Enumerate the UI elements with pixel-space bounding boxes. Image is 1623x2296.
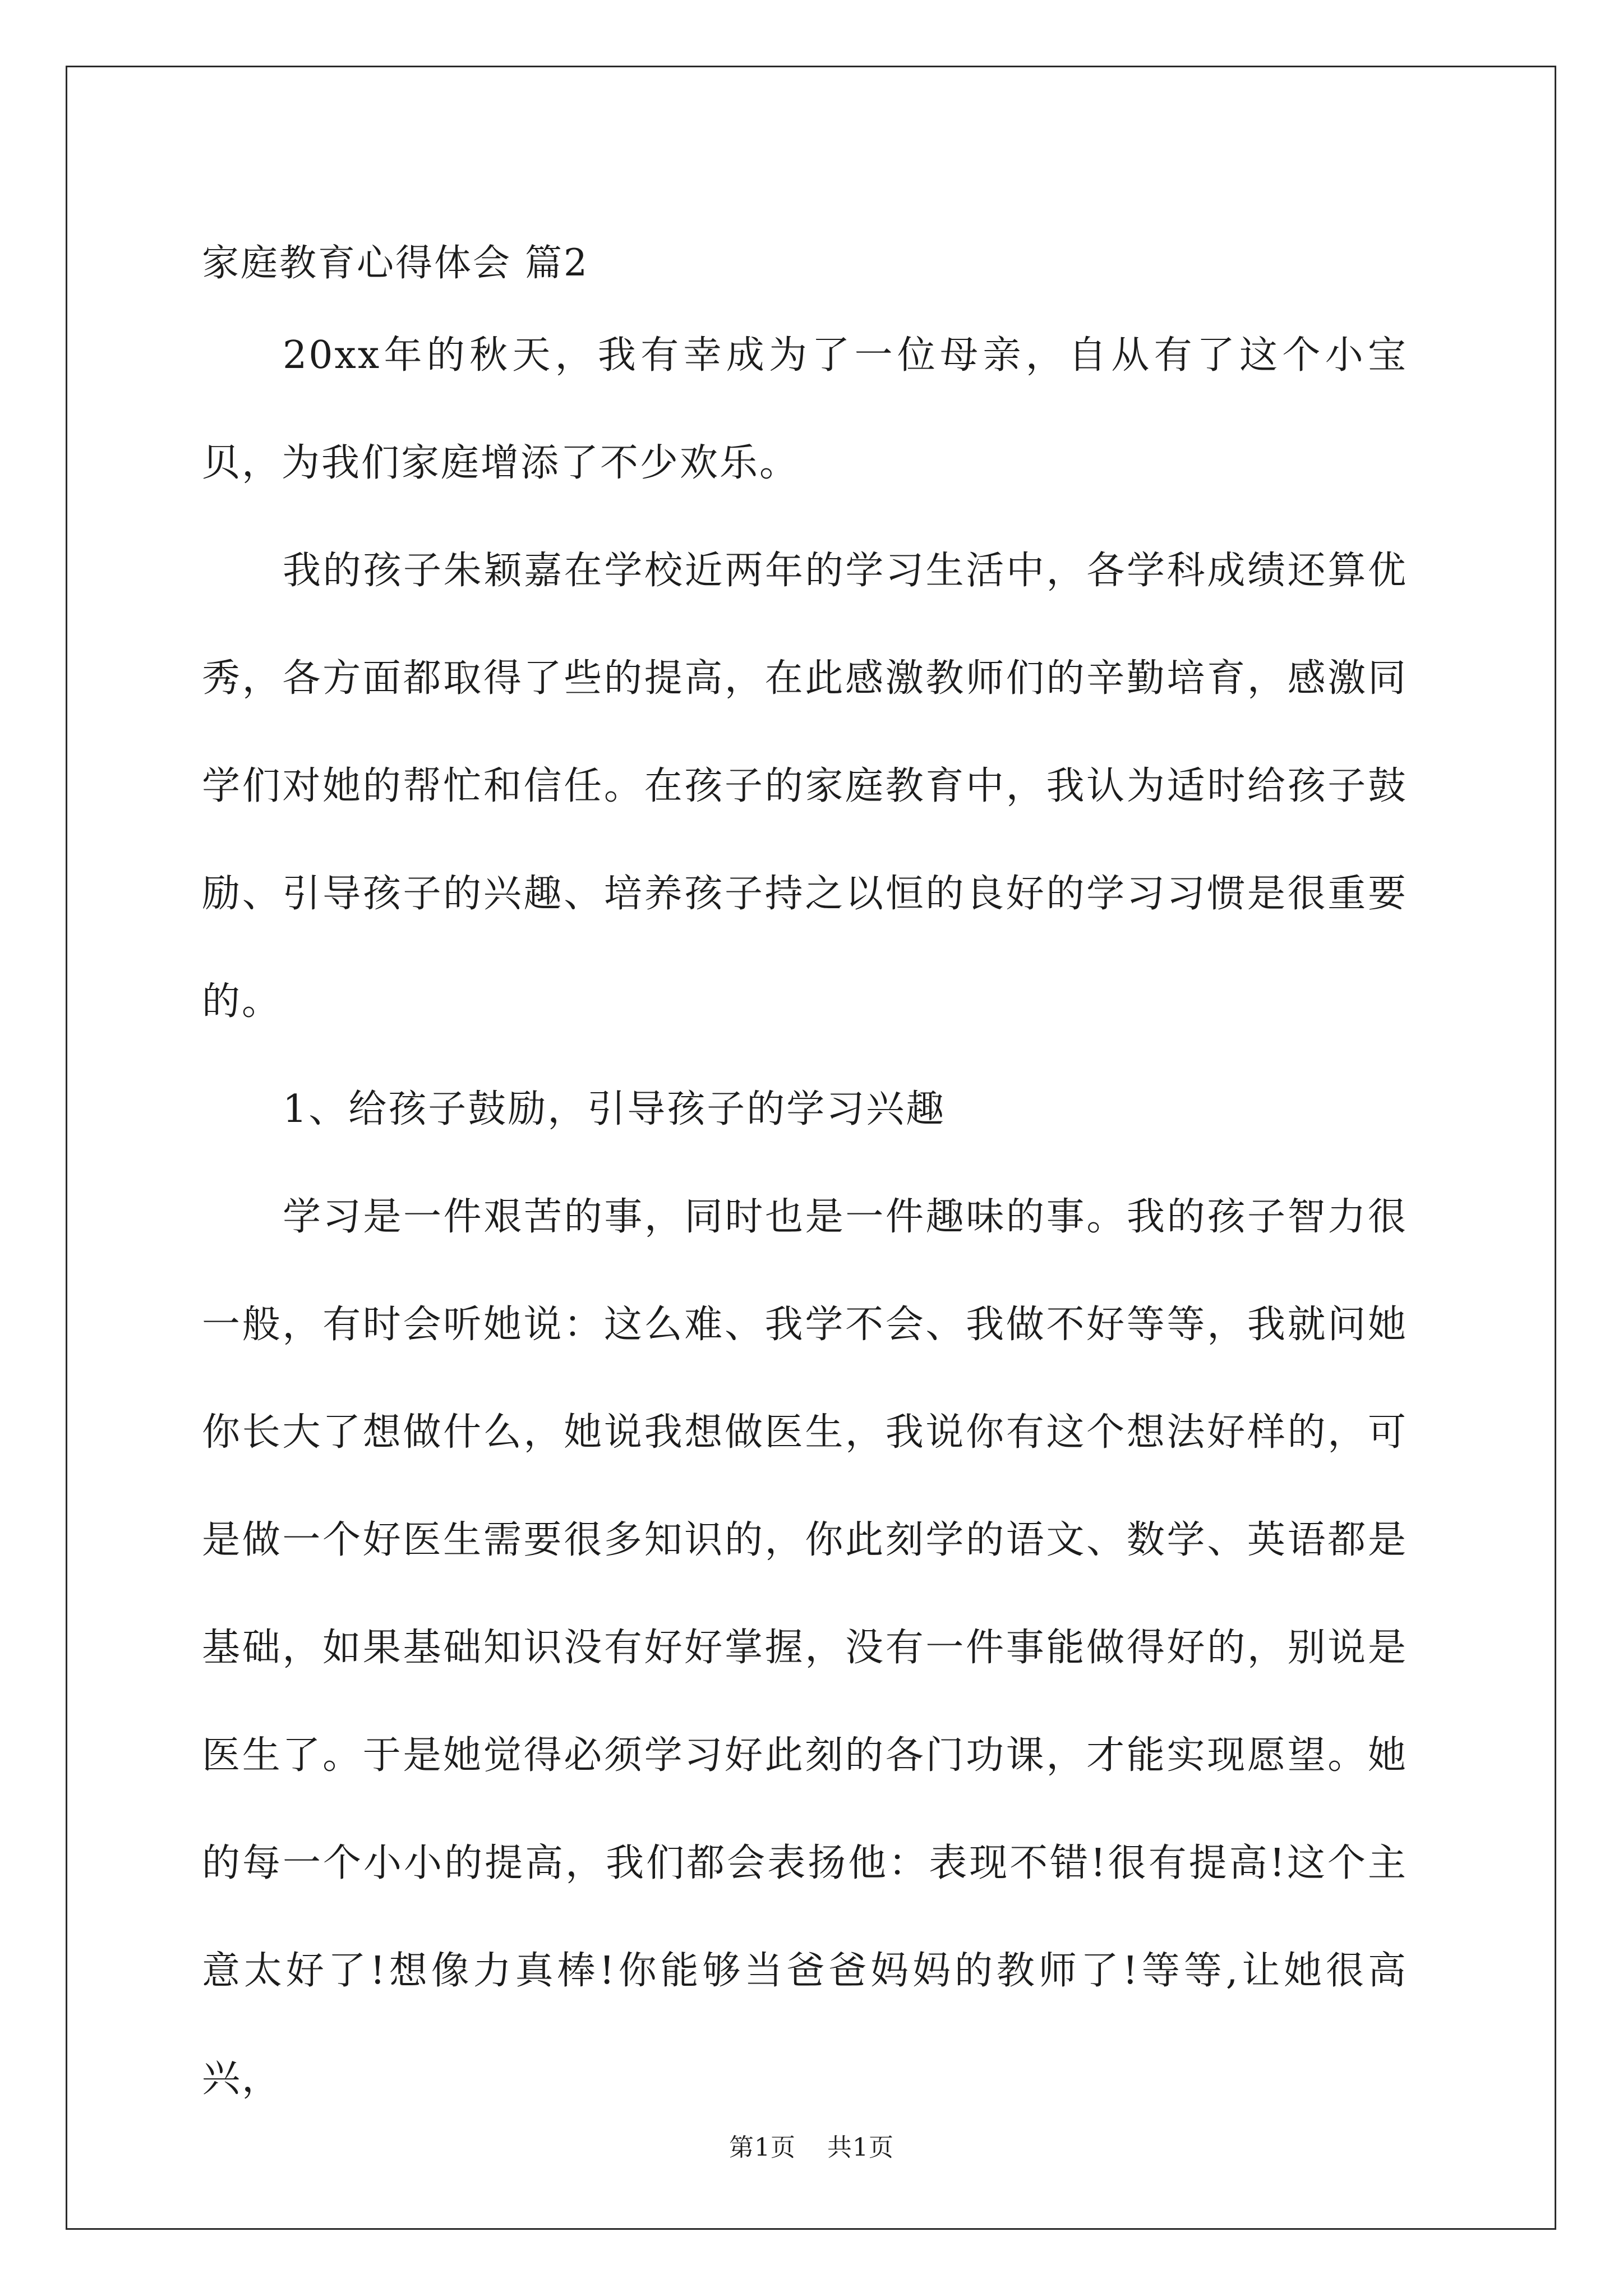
paragraph-child-progress: 我的孩子朱颖嘉在学校近两年的学习生活中，各学科成绩还算优秀，各方面都取得了些的提高，在此感激教师们的辛勤培育，感激同学们对她的帮忙和信任。在孩子的家庭教育中，我认为适时给孩子鼓励、引导孩子的兴趣、培养孩子持之以恒的良好的学习习惯是很重要的。 [202,549,1408,1024]
page-footer [0,2127,1623,2163]
section-heading-encouragement: 1、给孩子鼓励，引导孩子的学习兴趣 [283,1087,946,1131]
page-number: 第1页 [729,2133,796,2162]
paragraph-learning-interest: 学习是一件艰苦的事，同时也是一件趣味的事。我的孩子智力很一般，有时会听她说：这么难、我学不会、我做不好等等，我就问她你长大了想做什么，她说我想做医生，我说你有这个想法好样的，可是做一个好医生需要很多知识的，你此刻学的语文、数学、英语都是基础，如果基础知识没有好好掌握，没有一件事能做得好的，别说是医生了。于是她觉得必须学习好此刻的各门功课，才能实现愿望。她的每一个小小的提高，我们都会表扬他：表现不错!很有提高!这个主意太好了!想像力真棒!你能够当爸爸妈妈的教师了!等等,让她很高兴， [202,1195,1408,2101]
page-total: 共1页 [827,2133,894,2162]
document-title: 家庭教育心得体会 篇2 [202,241,589,284]
paragraph-intro: 20xx年的秋天，我有幸成为了一位母亲，自从有了这个小宝贝，为我们家庭增添了不少欢乐。 [202,333,1408,485]
document-body [202,230,1408,2133]
